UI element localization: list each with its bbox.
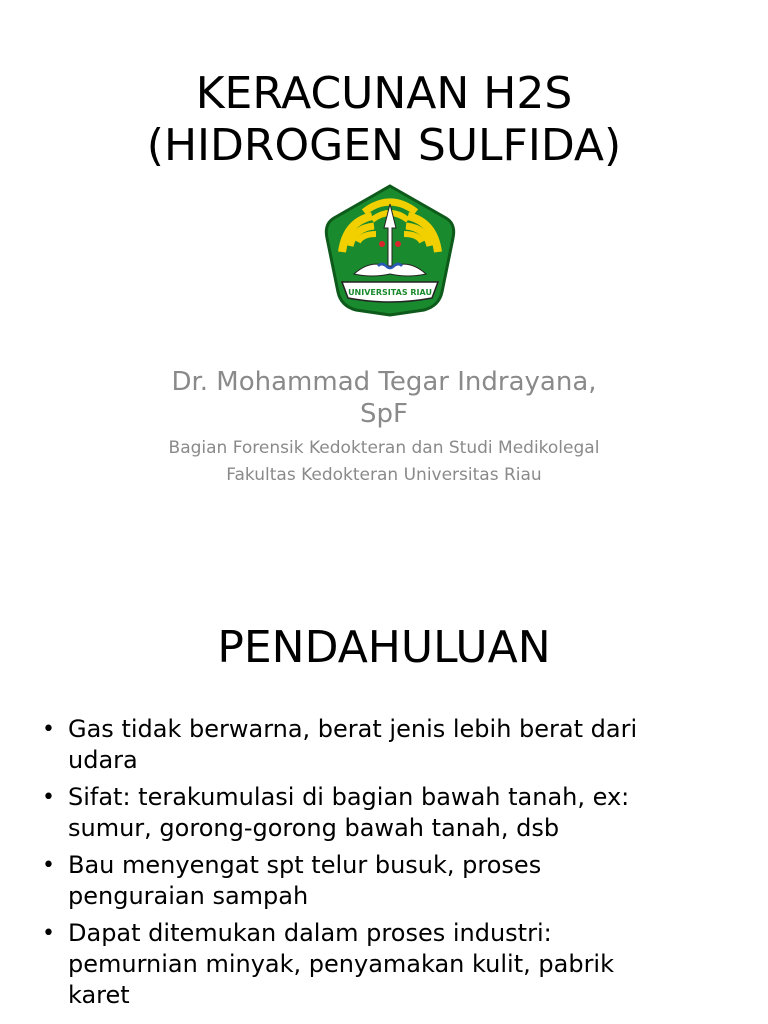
author-name [0, 366, 768, 430]
author-line-1: Dr. Mohammad Tegar Indrayana, [171, 367, 597, 397]
bullet-item [40, 714, 740, 776]
bullet-line: Bau menyengat spt telur busuk, proses [68, 851, 542, 879]
title-line-2: (HIDROGEN SULFIDA) [146, 120, 622, 171]
bullet-line: udara [68, 746, 138, 774]
bullet-item [40, 782, 740, 844]
bullet-line: pemurnian minyak, penyamakan kulit, pabrik [68, 950, 614, 978]
affiliation-line-2: Fakultas Kedokteran Universitas Riau [226, 465, 542, 485]
bullet-line: sumur, gorong-gorong bawah tanah, dsb [68, 814, 560, 842]
content-slide [0, 590, 768, 1024]
affiliation-line-1: Bagian Forensik Kedokteran dan Studi Medikolegal [168, 438, 600, 458]
svg-text:UNIVERSITAS RIAU: UNIVERSITAS RIAU [348, 288, 432, 297]
universitas-riau-logo [324, 182, 456, 318]
bullet-icon: • [42, 921, 55, 946]
university-seal-icon [324, 182, 456, 318]
title-line-1: KERACUNAN H2S [195, 68, 573, 119]
bullet-line: penguraian sampah [68, 882, 309, 910]
bullet-line: Sifat: terakumulasi di bagian bawah tanah, ex: [68, 783, 630, 811]
bullet-icon: • [42, 717, 55, 742]
bullet-line: Gas tidak berwarna, berat jenis lebih berat dari [68, 715, 638, 743]
author-line-2: SpF [360, 399, 408, 429]
bullet-icon: • [42, 853, 55, 878]
slide-title [0, 68, 768, 172]
bullet-icon: • [42, 785, 55, 810]
bullet-list [40, 714, 740, 1017]
affiliation [0, 435, 768, 489]
bullet-item [40, 918, 740, 1011]
bullet-line: karet [68, 981, 130, 1009]
bullet-item [40, 850, 740, 912]
section-title: PENDAHULUAN [217, 622, 551, 673]
bullet-line: Dapat ditemukan dalam proses industri: [68, 919, 552, 947]
